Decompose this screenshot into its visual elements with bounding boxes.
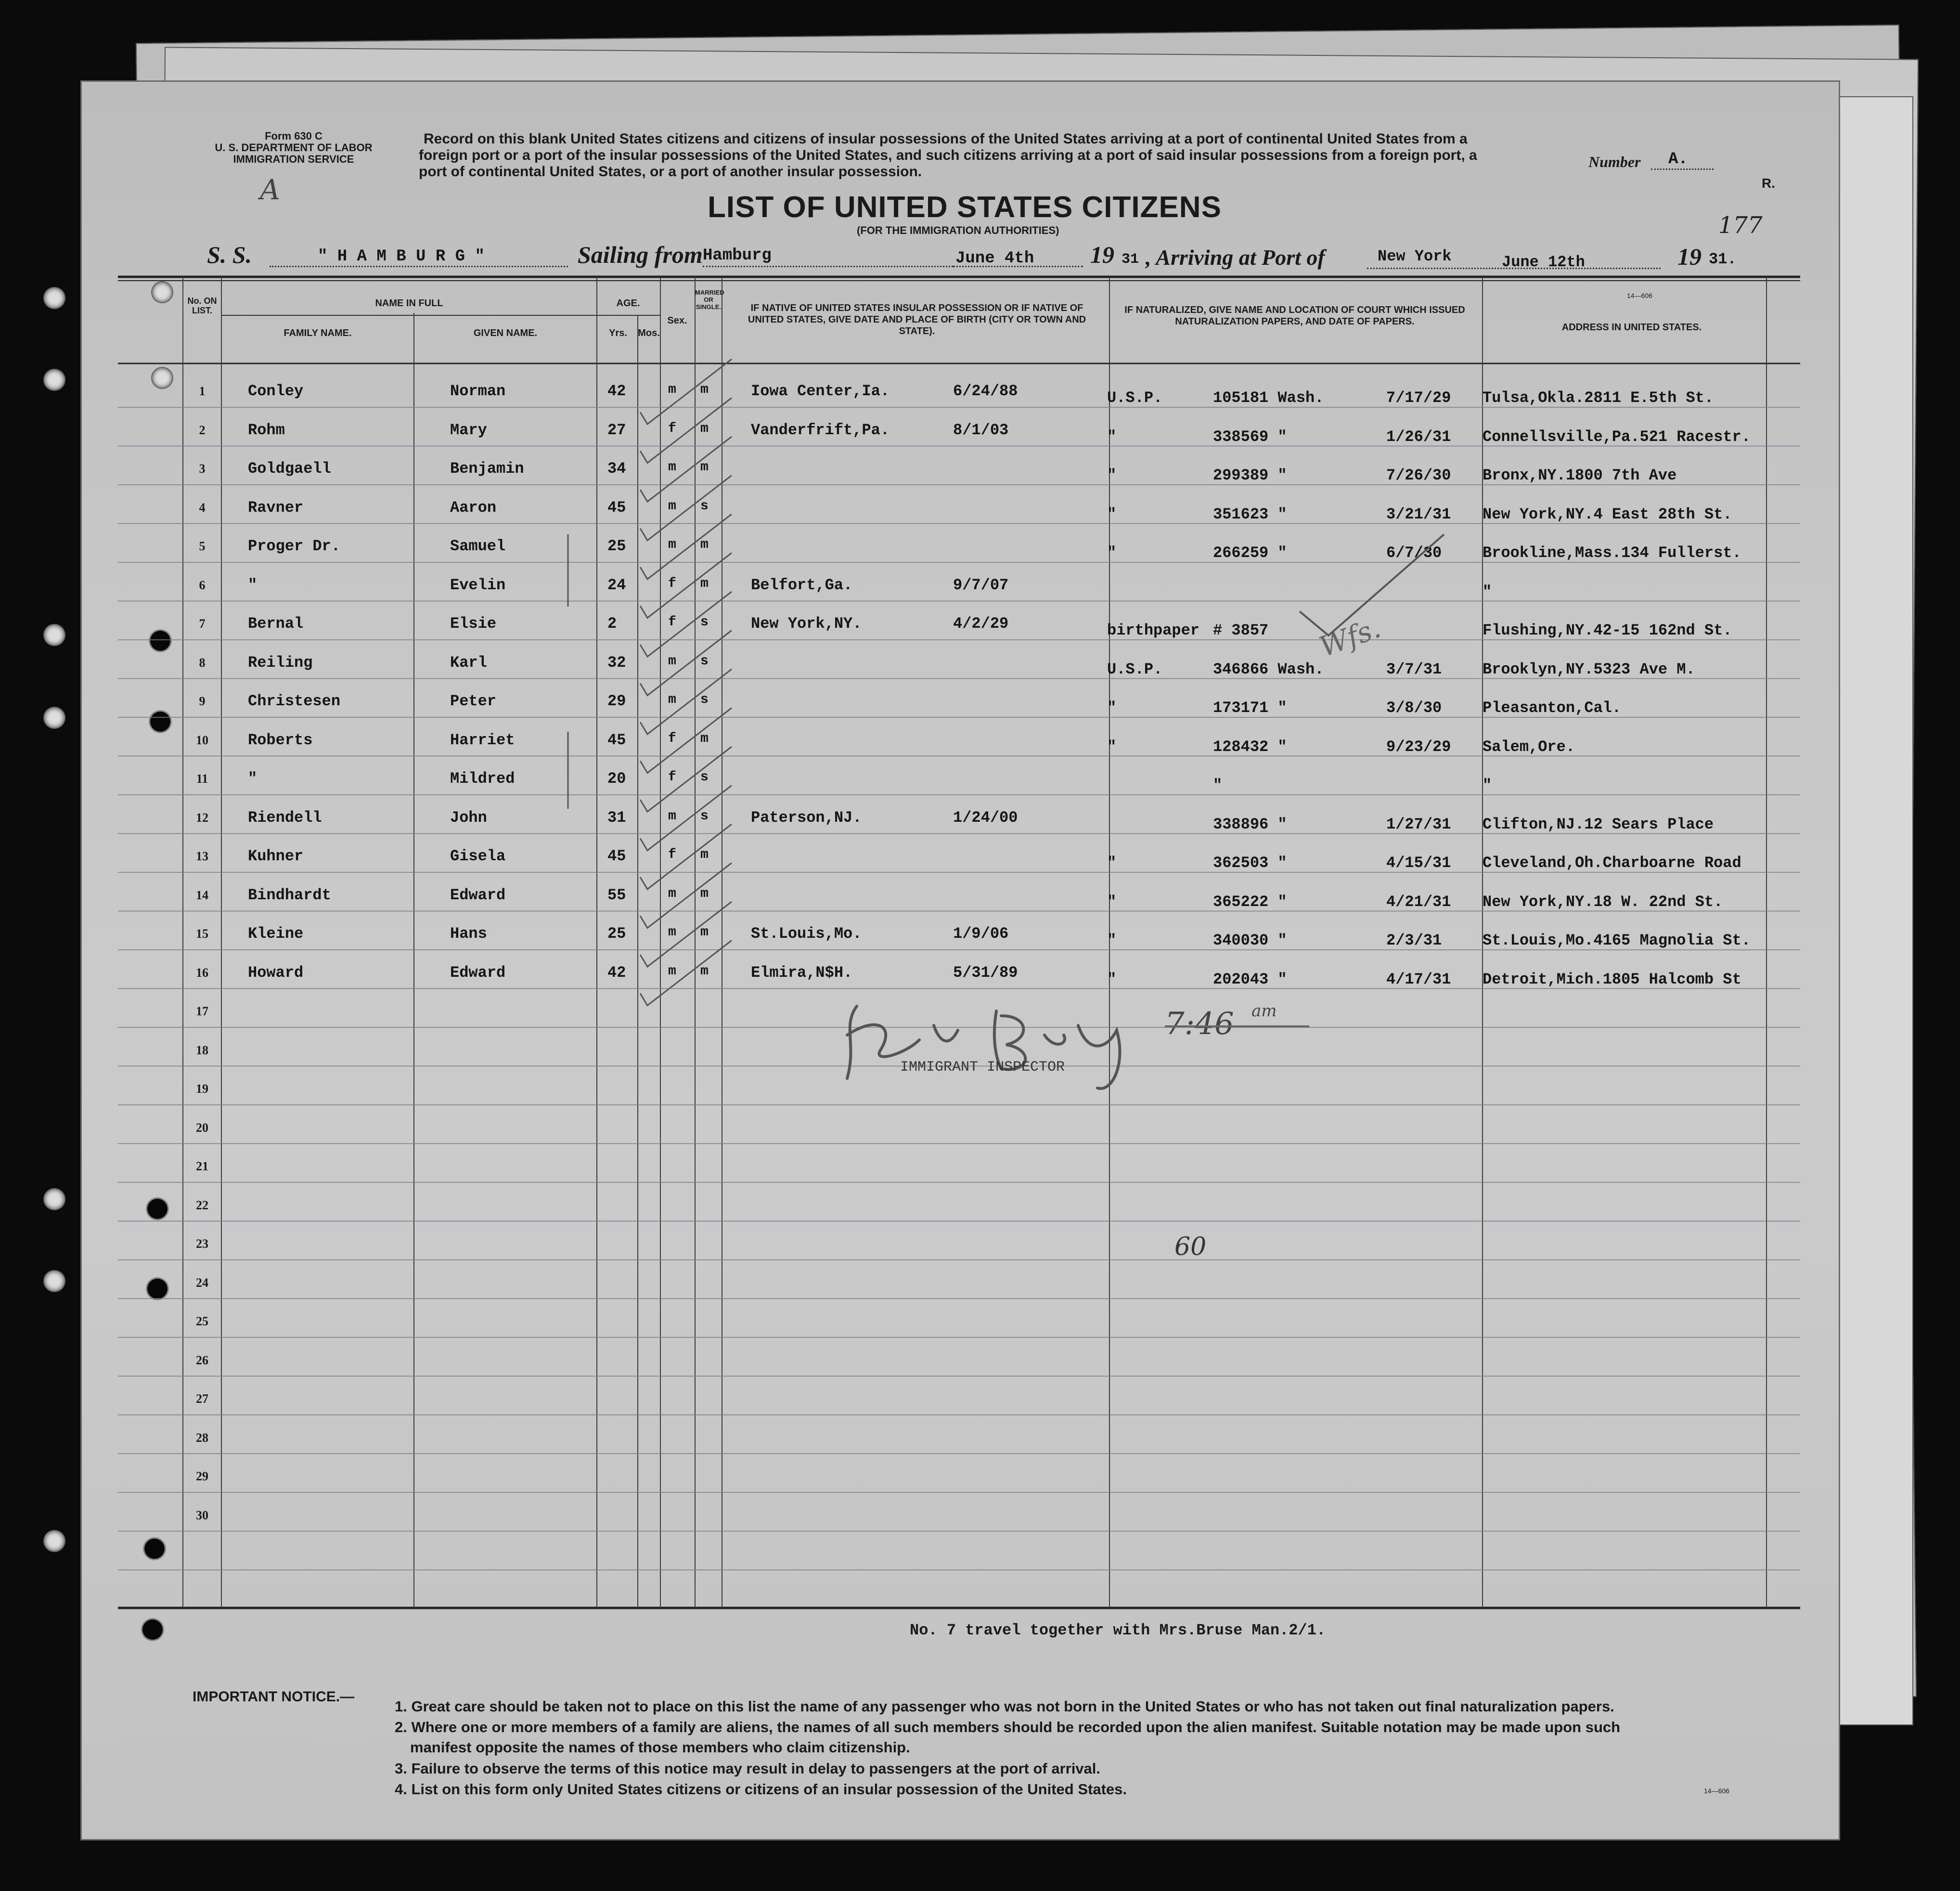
family-name-cell: Bindhardt bbox=[248, 886, 331, 904]
family-name-cell: Riendell bbox=[248, 808, 322, 827]
sex-cell: m bbox=[668, 460, 676, 475]
row-number: 30 bbox=[196, 1508, 208, 1522]
address-cell: Pleasanton,Cal. bbox=[1483, 699, 1622, 717]
binding-hole bbox=[44, 708, 64, 728]
service-name: IMMIGRATION SERVICE bbox=[233, 153, 354, 165]
court-cell: U.S.P. bbox=[1107, 389, 1163, 407]
age-years-cell: 27 bbox=[607, 421, 626, 439]
arriving-label: , Arriving at Port of bbox=[1146, 245, 1325, 270]
paper-number-cell: 365222 " bbox=[1213, 893, 1287, 911]
r-label: R. bbox=[1762, 176, 1775, 191]
arriving-date: June 12th bbox=[1502, 253, 1585, 271]
court-cell: " bbox=[1107, 932, 1117, 949]
sex-cell: m bbox=[668, 886, 676, 901]
birth-date-cell: 8/1/03 bbox=[953, 421, 1009, 439]
age-years-cell: 20 bbox=[607, 770, 626, 788]
notice-printer-mark: 14—606 bbox=[1704, 1787, 1729, 1795]
stamp-number: 60 bbox=[1174, 1232, 1207, 1261]
given-name-cell: Hans bbox=[450, 925, 487, 943]
record-instruction-line-2: foreign port or a port of the insular possessions of the United States, and such citizens arriving at a port of said insular possessions from a foreign port, a bbox=[419, 147, 1477, 163]
row-number: 21 bbox=[196, 1159, 208, 1173]
ss-label: S. S. bbox=[207, 241, 252, 268]
court-cell: birthpaper bbox=[1107, 622, 1200, 639]
row-number: 6 bbox=[199, 578, 206, 592]
paper-date-cell: 9/23/29 bbox=[1386, 738, 1451, 756]
binding-hole bbox=[44, 1189, 64, 1209]
sex-cell: m bbox=[668, 382, 676, 397]
row-number: 20 bbox=[196, 1120, 208, 1135]
row-number: 26 bbox=[196, 1353, 208, 1367]
paper-number-cell: 173171 " bbox=[1213, 699, 1287, 717]
birth-place-cell: Belfort,Ga. bbox=[751, 576, 853, 594]
age-years-cell: 45 bbox=[607, 847, 626, 865]
binding-hole bbox=[150, 631, 170, 651]
family-name-cell: Christesen bbox=[248, 692, 341, 710]
paper-number-cell: 338896 " bbox=[1213, 815, 1287, 833]
given-name-cell: Gisela bbox=[450, 847, 506, 865]
sailing-year-prefix: 19 bbox=[1090, 241, 1114, 268]
number-value: A. bbox=[1668, 150, 1688, 168]
header-no-on-list: No. ON LIST. bbox=[187, 296, 217, 315]
document-subtitle: (FOR THE IMMIGRATION AUTHORITIES) bbox=[857, 224, 1059, 236]
inspector-time-suffix: am bbox=[1251, 1001, 1277, 1021]
court-cell: " bbox=[1107, 466, 1117, 484]
given-name-cell: Peter bbox=[450, 692, 497, 710]
row-number: 5 bbox=[199, 539, 206, 553]
marital-status-cell: m bbox=[700, 537, 709, 552]
given-name-cell: Elsie bbox=[450, 615, 497, 633]
age-years-cell: 25 bbox=[607, 925, 626, 943]
given-name-cell: Edward bbox=[450, 963, 506, 982]
row-number: 16 bbox=[196, 965, 208, 980]
paper-number-cell: 266259 " bbox=[1213, 544, 1287, 562]
paper-number-cell: 362503 " bbox=[1213, 854, 1287, 872]
age-years-cell: 2 bbox=[607, 615, 617, 633]
row-number: 28 bbox=[196, 1430, 208, 1445]
number-underline bbox=[1651, 168, 1714, 170]
header-family-name: FAMILY NAME. bbox=[284, 328, 352, 338]
court-cell: U.S.P. bbox=[1107, 660, 1163, 678]
court-cell: " bbox=[1107, 893, 1117, 911]
address-cell: " bbox=[1483, 777, 1492, 794]
row-number: 1 bbox=[199, 384, 206, 398]
birth-place-cell: St.Louis,Mo. bbox=[751, 925, 862, 943]
given-name-cell: Samuel bbox=[450, 537, 506, 555]
binding-hole bbox=[152, 368, 172, 388]
notice-heading: IMPORTANT NOTICE.— bbox=[193, 1689, 355, 1705]
binding-hole bbox=[44, 1271, 64, 1291]
family-name-cell: Roberts bbox=[248, 731, 313, 749]
marital-status-cell: m bbox=[700, 460, 709, 475]
marital-status-cell: s bbox=[700, 692, 709, 707]
row-number: 18 bbox=[196, 1043, 208, 1057]
address-cell: Bronx,NY.1800 7th Ave bbox=[1483, 466, 1677, 484]
birth-place-cell: New York,NY. bbox=[751, 615, 862, 633]
form-number: Form 630 C bbox=[265, 130, 322, 142]
address-cell: Brooklyn,NY.5323 Ave M. bbox=[1483, 660, 1695, 678]
sailing-from-underline bbox=[703, 266, 953, 267]
record-instruction-line-1: Record on this blank United States citizens and citizens of insular possessions of the United States arriving at a port of continental United States from a bbox=[424, 131, 1468, 147]
binding-hole bbox=[142, 1619, 163, 1640]
age-years-cell: 42 bbox=[607, 963, 626, 982]
sailing-year-suffix: 31 bbox=[1122, 251, 1139, 268]
header-married-or-single: MARRIED OR SINGLE. bbox=[695, 289, 724, 311]
birth-place-cell: Iowa Center,Ia. bbox=[751, 382, 890, 400]
paper-date-cell: 1/27/31 bbox=[1386, 815, 1451, 833]
address-cell: Brookline,Mass.134 Fullerst. bbox=[1483, 544, 1741, 562]
row-number: 14 bbox=[196, 888, 208, 902]
paper-number-cell: 340030 " bbox=[1213, 932, 1287, 949]
court-cell: " bbox=[1107, 699, 1117, 717]
address-cell: Flushing,NY.42-15 162nd St. bbox=[1483, 622, 1732, 639]
family-name-cell: Proger Dr. bbox=[248, 537, 341, 555]
sailing-from-label: Sailing from bbox=[578, 241, 703, 268]
paper-date-cell: 6/7/30 bbox=[1386, 544, 1442, 562]
sex-cell: f bbox=[668, 615, 676, 630]
row-number: 27 bbox=[196, 1392, 208, 1406]
age-years-cell: 32 bbox=[607, 653, 626, 672]
paper-date-cell: 1/26/31 bbox=[1386, 427, 1451, 446]
paper-number-cell: 351623 " bbox=[1213, 505, 1287, 523]
marital-status-cell: m bbox=[700, 886, 709, 901]
paper-date-cell: 4/21/31 bbox=[1386, 893, 1451, 911]
row-number: 11 bbox=[196, 772, 208, 786]
binding-hole bbox=[147, 1199, 168, 1219]
age-years-cell: 42 bbox=[607, 382, 626, 400]
header-address: ADDRESS IN UNITED STATES. bbox=[1561, 322, 1702, 333]
court-cell: " bbox=[1107, 544, 1117, 562]
address-cell: Clifton,NJ.12 Sears Place bbox=[1483, 815, 1714, 833]
birth-date-cell: 5/31/89 bbox=[953, 963, 1018, 982]
header-native: IF NATIVE OF UNITED STATES INSULAR POSSESSION OR IF NATIVE OF UNITED STATES, GIVE DATE AND PLACE OF BIRTH (CITY OR TOWN AND STATE). bbox=[748, 303, 1086, 337]
manifest-sheet bbox=[82, 82, 1839, 1839]
paper-date-cell: 2/3/31 bbox=[1386, 932, 1442, 949]
paper-date-cell: 4/17/31 bbox=[1386, 970, 1451, 988]
given-name-cell: Karl bbox=[450, 653, 487, 672]
row-number: 10 bbox=[196, 733, 208, 747]
marital-status-cell: m bbox=[700, 925, 709, 940]
address-cell: New York,NY.18 W. 22nd St. bbox=[1483, 893, 1723, 911]
age-years-cell: 45 bbox=[607, 498, 626, 517]
binding-hole bbox=[144, 1539, 165, 1559]
row-number: 29 bbox=[196, 1469, 208, 1483]
sex-cell: f bbox=[668, 731, 676, 746]
marital-status-cell: m bbox=[700, 963, 709, 979]
family-name-cell: Rohm bbox=[248, 421, 285, 439]
row-number: 23 bbox=[196, 1237, 208, 1251]
paper-date-cell: 4/15/31 bbox=[1386, 854, 1451, 872]
row-number: 4 bbox=[199, 500, 206, 515]
family-name-cell: Conley bbox=[248, 382, 304, 400]
marital-status-cell: m bbox=[700, 421, 709, 436]
sex-cell: m bbox=[668, 963, 676, 979]
paper-date-cell: 3/8/30 bbox=[1386, 699, 1442, 717]
given-name-cell: Mary bbox=[450, 421, 487, 439]
marital-status-cell: s bbox=[700, 770, 709, 785]
family-name-cell: " bbox=[248, 576, 258, 594]
family-name-cell: Howard bbox=[248, 963, 304, 982]
binding-hole bbox=[44, 288, 64, 308]
birth-date-cell: 1/24/00 bbox=[953, 808, 1018, 827]
document-title: LIST OF UNITED STATES CITIZENS bbox=[708, 191, 1222, 224]
given-name-cell: Aaron bbox=[450, 498, 497, 517]
given-name-cell: Mildred bbox=[450, 770, 515, 788]
ship-name: " H A M B U R G " bbox=[318, 247, 485, 266]
inspector-signature bbox=[866, 1006, 899, 1011]
binding-hole bbox=[152, 282, 172, 302]
footnote: No. 7 travel together with Mrs.Bruse Man.2/1. bbox=[910, 1621, 1326, 1639]
notice-item-4: 4. List on this form only United States citizens or citizens of an insular possession of the United States. bbox=[395, 1781, 1127, 1798]
sex-cell: m bbox=[668, 537, 676, 552]
paper-number-cell: 338569 " bbox=[1213, 427, 1287, 446]
row-number: 9 bbox=[199, 694, 206, 708]
address-cell: New York,NY.4 East 28th St. bbox=[1483, 505, 1732, 523]
header-yrs: Yrs. bbox=[609, 328, 627, 338]
marital-status-cell: s bbox=[700, 498, 709, 514]
court-cell: " bbox=[1107, 970, 1117, 988]
row-number: 19 bbox=[196, 1082, 208, 1096]
sex-cell: f bbox=[668, 421, 676, 436]
row-number: 2 bbox=[199, 423, 206, 437]
header-mos: Mos. bbox=[638, 328, 660, 338]
row-number: 17 bbox=[196, 1004, 208, 1018]
page-number: 177 bbox=[1718, 212, 1763, 239]
row-number: 15 bbox=[196, 927, 208, 941]
given-name-cell: John bbox=[450, 808, 487, 827]
marital-status-cell: s bbox=[700, 653, 709, 669]
birth-place-cell: Vanderfrift,Pa. bbox=[751, 421, 890, 439]
family-name-cell: Reiling bbox=[248, 653, 313, 672]
arriving-year-suffix: 31. bbox=[1709, 250, 1737, 268]
marital-status-cell: m bbox=[700, 576, 709, 591]
paper-date-cell: 3/7/31 bbox=[1386, 660, 1442, 678]
address-cell: " bbox=[1483, 583, 1492, 601]
sex-cell: m bbox=[668, 925, 676, 940]
given-name-cell: Benjamin bbox=[450, 460, 524, 478]
inspector-time: 7:46 bbox=[1165, 1006, 1234, 1042]
marital-status-cell: m bbox=[700, 731, 709, 746]
age-years-cell: 31 bbox=[607, 808, 626, 827]
binding-hole bbox=[147, 1279, 168, 1299]
given-name-cell: Edward bbox=[450, 886, 506, 904]
header-given-name: GIVEN NAME. bbox=[473, 328, 538, 338]
marital-status-cell: s bbox=[700, 808, 709, 824]
age-years-cell: 55 bbox=[607, 886, 626, 904]
sex-cell: m bbox=[668, 692, 676, 707]
paper-date-cell: 7/17/29 bbox=[1386, 389, 1451, 407]
header-name-in-full: NAME IN FULL bbox=[375, 298, 443, 309]
family-name-cell: Ravner bbox=[248, 498, 304, 517]
paper-number-cell: " bbox=[1213, 777, 1223, 794]
address-cell: Salem,Ore. bbox=[1483, 738, 1575, 756]
paper-date-cell: 3/21/31 bbox=[1386, 505, 1451, 523]
arriving-year-prefix: 19 bbox=[1677, 243, 1702, 270]
family-name-cell: Bernal bbox=[248, 615, 304, 633]
family-name-cell: Kleine bbox=[248, 925, 304, 943]
row-number: 8 bbox=[199, 655, 206, 670]
arriving-port: New York bbox=[1378, 247, 1452, 265]
notice-item-2b: manifest opposite the names of those members who claim citizenship. bbox=[410, 1739, 910, 1756]
check-mark bbox=[1295, 530, 1449, 640]
family-name-cell: " bbox=[248, 770, 258, 788]
department-name: U. S. DEPARTMENT OF LABOR bbox=[215, 142, 373, 154]
sailing-from-port: Hamburg bbox=[703, 246, 772, 265]
header-naturalized: IF NATURALIZED, GIVE NAME AND LOCATION OF COURT WHICH ISSUED NATURALIZATION PAPERS, AND DATE OF PAPERS. bbox=[1124, 305, 1465, 327]
birth-date-cell: 9/7/07 bbox=[953, 576, 1009, 594]
row-number: 13 bbox=[196, 849, 208, 863]
court-cell: " bbox=[1107, 427, 1117, 446]
record-instruction-line-3: port of continental United States, or a port of another insular possession. bbox=[419, 164, 922, 180]
annotation-a: A bbox=[260, 173, 280, 206]
age-years-cell: 24 bbox=[607, 576, 626, 594]
row-number: 7 bbox=[199, 617, 206, 631]
row-number: 22 bbox=[196, 1198, 208, 1212]
sex-cell: m bbox=[668, 498, 676, 514]
time-underline bbox=[1165, 1025, 1309, 1027]
inspector-label: IMMIGRANT INSPECTOR bbox=[900, 1059, 1065, 1075]
sex-cell: m bbox=[668, 653, 676, 669]
court-cell: " bbox=[1107, 505, 1117, 523]
address-cell: Tulsa,Okla.2811 E.5th St. bbox=[1483, 389, 1714, 407]
given-name-cell: Norman bbox=[450, 382, 506, 400]
marital-status-cell: m bbox=[700, 382, 709, 397]
given-name-cell: Evelin bbox=[450, 576, 506, 594]
notice-item-2a: 2. Where one or more members of a family are aliens, the names of all such members should be recorded upon the alien manifest. Suitable notation may be made upon such bbox=[395, 1719, 1621, 1736]
row-number: 24 bbox=[196, 1275, 208, 1290]
sailing-date: June 4th bbox=[955, 249, 1034, 268]
family-name-cell: Kuhner bbox=[248, 847, 304, 865]
notice-item-3: 3. Failure to observe the terms of this notice may result in delay to passengers at the port of arrival. bbox=[395, 1760, 1101, 1777]
birth-date-cell: 4/2/29 bbox=[953, 615, 1009, 633]
age-years-cell: 34 bbox=[607, 460, 626, 478]
paper-number-cell: # 3857 bbox=[1213, 622, 1269, 639]
printer-mark: 14—606 bbox=[1627, 292, 1652, 299]
marital-status-cell: s bbox=[700, 615, 709, 630]
address-cell: Detroit,Mich.1805 Halcomb St bbox=[1483, 970, 1741, 988]
sex-cell: f bbox=[668, 770, 676, 785]
binding-hole bbox=[44, 370, 64, 390]
sex-cell: f bbox=[668, 847, 676, 862]
notice-item-1: 1. Great care should be taken not to place on this list the name of any passenger who was not born in the United States or who has not taken out final naturalization papers. bbox=[395, 1698, 1614, 1715]
address-cell: St.Louis,Mo.4165 Magnolia St. bbox=[1483, 932, 1751, 949]
given-name-cell: Harriet bbox=[450, 731, 515, 749]
age-years-cell: 25 bbox=[607, 537, 626, 555]
age-years-cell: 29 bbox=[607, 692, 626, 710]
address-cell: Connellsville,Pa.521 Racestr. bbox=[1483, 427, 1751, 446]
birth-date-cell: 1/9/06 bbox=[953, 925, 1009, 943]
row-number: 12 bbox=[196, 810, 208, 825]
paper-number-cell: 128432 " bbox=[1213, 738, 1287, 756]
binding-hole bbox=[44, 1531, 64, 1551]
marital-status-cell: m bbox=[700, 847, 709, 862]
number-label: Number bbox=[1588, 153, 1641, 170]
row-number: 3 bbox=[199, 462, 206, 476]
paper-number-cell: 299389 " bbox=[1213, 466, 1287, 484]
family-name-cell: Goldgaell bbox=[248, 460, 331, 478]
header-age: AGE. bbox=[616, 298, 640, 309]
ship-name-underline bbox=[270, 266, 568, 267]
court-cell: " bbox=[1107, 738, 1117, 756]
birth-date-cell: 6/24/88 bbox=[953, 382, 1018, 400]
age-years-cell: 45 bbox=[607, 731, 626, 749]
binding-hole bbox=[150, 712, 170, 732]
initials: Wfs. bbox=[1315, 611, 1385, 664]
paper-number-cell: 202043 " bbox=[1213, 970, 1287, 988]
header-sex: Sex. bbox=[667, 315, 687, 326]
birth-place-cell: Elmira,N$H. bbox=[751, 963, 853, 982]
binding-hole bbox=[44, 625, 64, 645]
row-number: 25 bbox=[196, 1314, 208, 1328]
paper-date-cell: 7/26/30 bbox=[1386, 466, 1451, 484]
paper-number-cell: 346866 Wash. bbox=[1213, 660, 1324, 678]
address-cell: Cleveland,Oh.Charboarne Road bbox=[1483, 854, 1741, 872]
paper-number-cell: 105181 Wash. bbox=[1213, 389, 1324, 407]
birth-place-cell: Paterson,NJ. bbox=[751, 808, 862, 827]
court-cell: " bbox=[1107, 854, 1117, 872]
sex-cell: f bbox=[668, 576, 676, 591]
sex-cell: m bbox=[668, 808, 676, 824]
